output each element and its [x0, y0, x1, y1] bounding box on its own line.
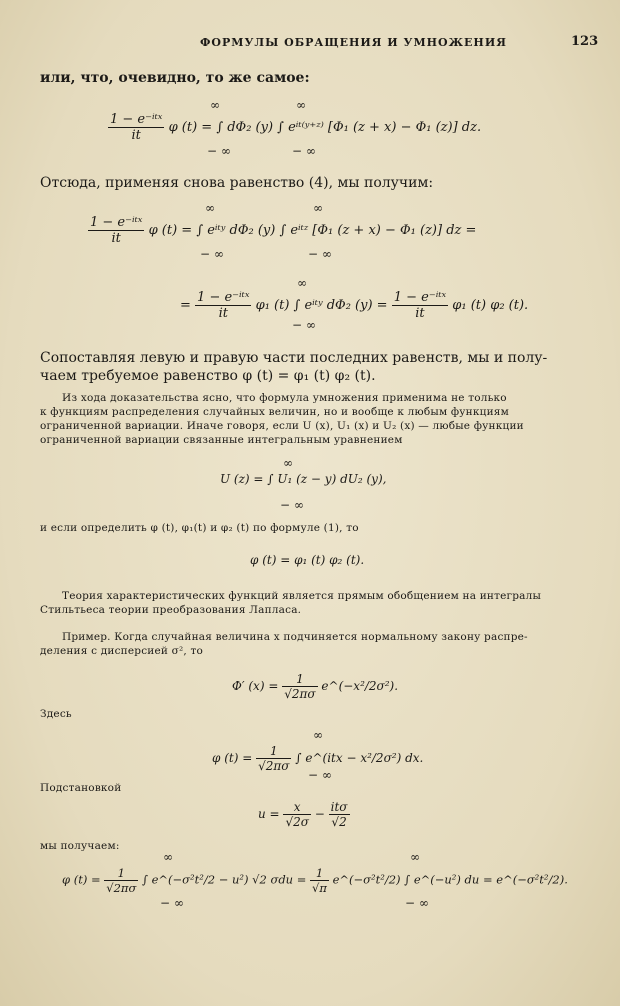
f8-denominator-a: √2σ	[285, 815, 309, 829]
f7-lower-limit: − ∞	[308, 768, 332, 782]
f7-fraction	[256, 744, 291, 773]
f9-lower-limit-2: − ∞	[405, 896, 429, 910]
f3-numerator-2: 1 − e⁻ⁱᵗˣ	[393, 290, 447, 305]
f9-upper-limit-2: ∞	[410, 850, 420, 864]
f3-tail: φ₁ (t) φ₂ (t).	[452, 298, 529, 313]
f8-denominator-b: √2	[331, 815, 347, 829]
f2-upper-limit-1: ∞	[205, 201, 215, 215]
formula-6	[232, 672, 398, 701]
running-header: ФОРМУЛЫ ОБРАЩЕНИЯ И УМНОЖЕНИЯ	[200, 36, 507, 49]
f9-fraction-1	[104, 866, 138, 895]
f6-exponential: e^(−x²/2σ²).	[321, 679, 399, 693]
para-2-line-2: к функциям распределения случайных величин, но и вообще к любым функциям	[40, 406, 509, 418]
f1-lower-limit-2: − ∞	[292, 144, 316, 158]
f8-fraction-b	[329, 800, 350, 829]
f9-end: e^(−σ²t²/2) ∫ e^(−u²) du = e^(−σ²t²/2).	[332, 872, 568, 887]
page-number: 123	[571, 34, 599, 49]
f1-body: φ (t) = ∫ dΦ₂ (y) ∫ eⁱᵗ⁽ʸ⁺ᶻ⁾ [Φ₁ (z + x) − Φ₁ (z)] dz.	[168, 120, 482, 135]
f3-numerator-1: 1 − e⁻ⁱᵗˣ	[197, 290, 250, 305]
formula-5: φ (t) = φ₁ (t) φ₂ (t).	[250, 553, 365, 567]
f9-numerator-2: 1	[310, 866, 329, 881]
formula-1	[108, 112, 481, 143]
f9-lhs: φ (t) =	[62, 872, 101, 887]
f1-denominator: it	[131, 128, 141, 143]
formula-9	[62, 866, 568, 895]
para-5-line-1: Пример. Когда случайная величина x подчиняется нормальному закону распре-	[62, 631, 528, 643]
para-2-line-1: Из хода доказательства ясно, что формула умножения применима не только	[62, 392, 507, 404]
para-4-line-2: Стильтьеса теории преобразования Лапласа.	[40, 604, 302, 616]
f2-lower-limit-2: − ∞	[308, 247, 332, 261]
f2-fraction	[88, 215, 144, 246]
f2-body: φ (t) = ∫ eⁱᵗʸ dΦ₂ (y) ∫ eⁱᵗᶻ [Φ₁ (z + x) − Φ₁ (z)] dz =	[148, 223, 477, 238]
f1-fraction	[108, 112, 164, 143]
f9-upper-limit-1: ∞	[163, 850, 173, 864]
f9-lower-limit-1: − ∞	[160, 896, 184, 910]
f7-upper-limit: ∞	[313, 728, 323, 742]
text-line-2: Отсюда, применяя снова равенство (4), мы получим:	[40, 175, 434, 191]
para-2-line-4: ограниченной вариации связанные интегральным уравнением	[40, 434, 403, 446]
f6-denominator: √2πσ	[284, 687, 316, 701]
para-5-line-2: деления с дисперсией σ², то	[40, 645, 204, 657]
formula-2	[88, 215, 476, 246]
f1-upper-limit-2: ∞	[296, 98, 306, 112]
f1-upper-limit-1: ∞	[210, 98, 220, 112]
f3-denominator-1: it	[218, 306, 228, 321]
text-zdes: Здесь	[40, 708, 72, 720]
text-my-poluchaem: мы получаем:	[40, 840, 120, 852]
f9-fraction-2	[310, 866, 329, 895]
f9-middle: ∫ e^(−σ²t²/2 − u²) √2 σdu =	[141, 872, 307, 887]
text-podstanovkoi: Подстановкой	[40, 782, 122, 794]
para-2-line-3: ограниченной вариации. Иначе говоря, если U (x), U₁ (x) и U₂ (x) — любые функции	[40, 420, 524, 432]
text-line-1: или, что, очевидно, то же самое:	[40, 70, 310, 86]
formula-8	[258, 800, 350, 829]
f6-lhs: Φ′ (x) =	[232, 679, 279, 693]
formula-4: U (z) = ∫ U₁ (z − y) dU₂ (y),	[220, 472, 387, 486]
f3-lower-limit: − ∞	[292, 318, 316, 332]
f9-denominator-2: √π	[312, 881, 327, 895]
f2-denominator: it	[111, 231, 121, 246]
f9-denominator-1: √2πσ	[106, 881, 137, 895]
para-1-line-2: чаем требуемое равенство φ (t) = φ₁ (t) φ₂ (t).	[40, 368, 376, 384]
para-1-line-1: Сопоставляя левую и правую части последних равенств, мы и полу-	[40, 350, 548, 366]
para-3: и если определить φ (t), φ₁(t) и φ₂ (t) по формуле (1), то	[40, 522, 359, 534]
f4-lower-limit: − ∞	[280, 498, 304, 512]
f8-minus: −	[314, 807, 325, 821]
f6-numerator: 1	[282, 672, 317, 687]
f8-fraction-a	[283, 800, 310, 829]
f6-fraction	[282, 672, 317, 701]
f7-denominator: √2πσ	[258, 759, 290, 773]
f8-numerator-b: itσ	[330, 800, 348, 814]
f7-lhs: φ (t) =	[212, 751, 253, 765]
formula-3: = $\frac{\text{1 − e⁻ⁱᵗˣ}}{it}$ φ₁ (t) ∫ eⁱᵗʸ dΦ₂ (y) = $\frac{\text{1 − e⁻ⁱᵗˣ}}{it}$ φ₁ (t) φ₂ (t).	[180, 290, 529, 321]
f4-upper-limit: ∞	[283, 456, 293, 470]
f7-body: ∫ e^(itx − x²/2σ²) dx.	[295, 751, 424, 765]
f9-numerator-1: 1	[104, 866, 138, 881]
para-4-line-1: Теория характеристических функций является прямым обобщением на интегралы	[62, 590, 542, 602]
f8-numerator-a: x	[283, 800, 310, 815]
f3-fraction-2	[392, 290, 448, 321]
f8-lhs: u =	[258, 807, 280, 821]
f3-body: φ₁ (t) ∫ eⁱᵗʸ dΦ₂ (y) =	[255, 298, 388, 313]
f3-upper-limit: ∞	[297, 276, 307, 290]
f1-lower-limit-1: − ∞	[207, 144, 231, 158]
f2-numerator: 1 − e⁻ⁱᵗˣ	[90, 215, 143, 230]
f2-upper-limit-2: ∞	[313, 201, 323, 215]
f1-numerator: 1 − e⁻ⁱᵗˣ	[110, 112, 163, 127]
f3-fraction-1	[195, 290, 251, 321]
f7-numerator: 1	[256, 744, 291, 759]
f2-lower-limit-1: − ∞	[200, 247, 224, 261]
f3-denominator-2: it	[415, 306, 425, 321]
